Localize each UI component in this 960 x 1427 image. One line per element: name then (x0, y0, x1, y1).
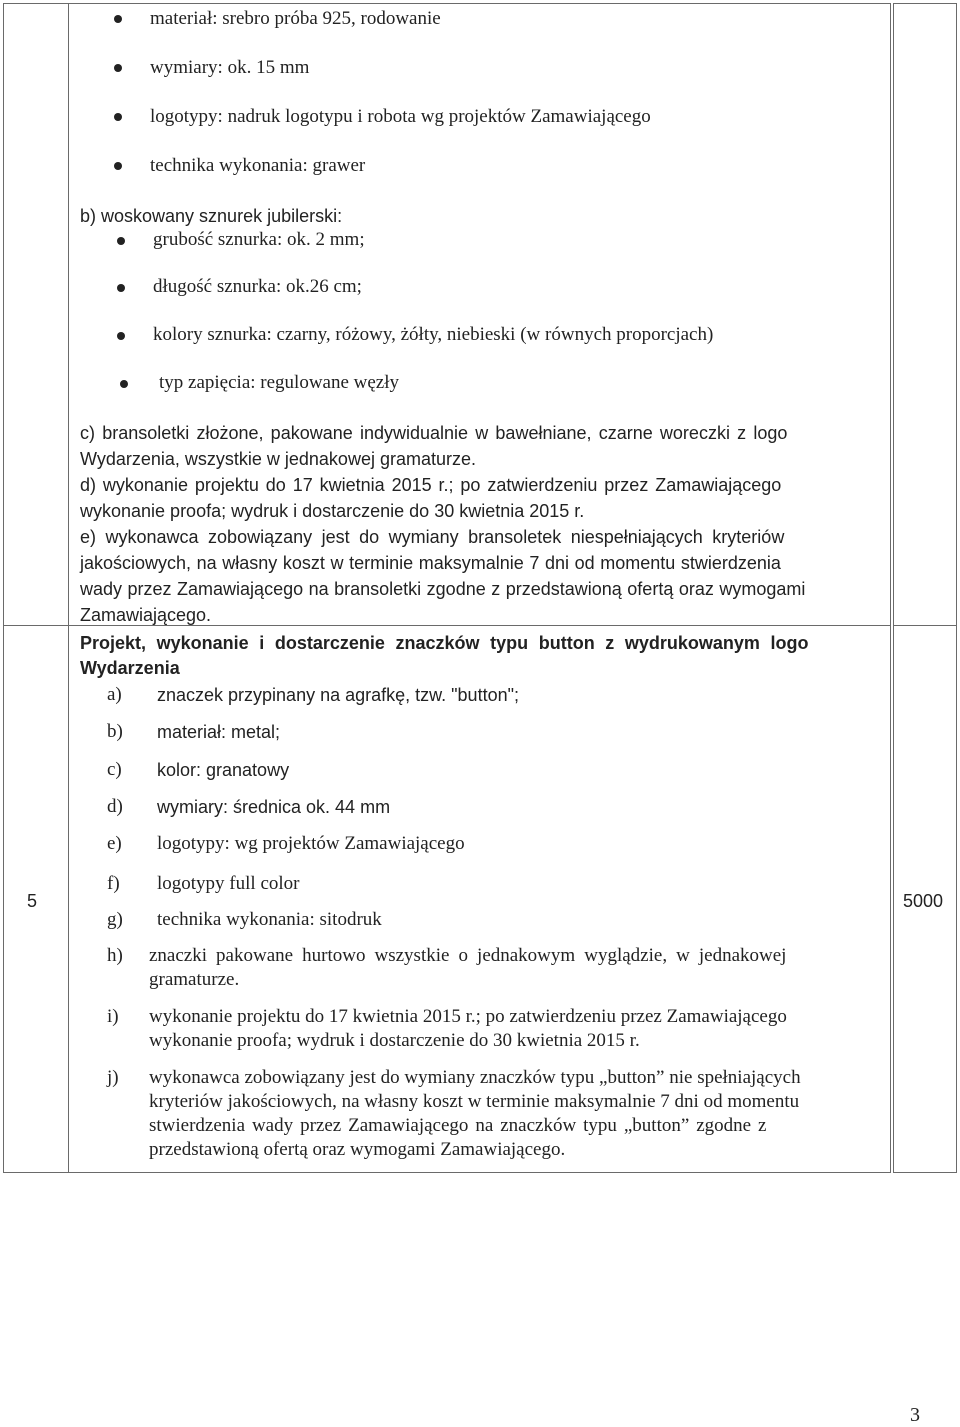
bullet-text: materiał: srebro próba 925, rodowanie (150, 8, 441, 29)
paragraph-d-line: d) wykonanie projektu do 17 kwietnia 2015 r.; po zatwierdzeniu przez Zamawiającego (80, 475, 782, 495)
item-text: stwierdzenia wady przez Zamawiającego na znaczków typu „button” zgodne z (149, 1115, 767, 1136)
bullet-icon (114, 113, 122, 121)
bullet-icon (114, 64, 122, 72)
item-label: g) (107, 909, 123, 930)
item-text: gramaturze. (149, 969, 240, 990)
item-text: znaczki pakowane hurtowo wszystkie o jednakowym wyglądzie, w jednakowej (149, 945, 787, 966)
item-text: przedstawioną ofertą oraz wymogami Zamawiającego. (149, 1139, 566, 1160)
quantity-row-divider (893, 625, 957, 626)
item-text: wykonanie proofa; wydruk i dostarczenie do 30 kwietnia 2015 r. (149, 1030, 640, 1051)
item-text: wykonawca zobowiązany jest do wymiany znaczków typu „button” nie spełniających (149, 1067, 801, 1088)
item-text: materiał: metal; (157, 722, 281, 742)
item-label: e) (107, 833, 122, 854)
table-divider-number (68, 3, 69, 1173)
table-divider-description (890, 3, 891, 1173)
bullet-icon (114, 162, 122, 170)
bullet-icon (117, 284, 125, 292)
item-text: wymiary: średnica ok. 44 mm (157, 797, 391, 817)
item-label: c) (107, 759, 122, 780)
item-text: wykonanie projektu do 17 kwietnia 2015 r.; po zatwierdzeniu przez Zamawiającego (149, 1006, 787, 1027)
item-text: logotypy: wg projektów Zamawiającego (157, 833, 465, 854)
bullet-icon (117, 237, 125, 245)
cord-heading: b) woskowany sznurek jubilerski: (80, 206, 343, 226)
quantity-column (893, 3, 957, 1173)
cord-bullet-text: grubość sznurka: ok. 2 mm; (153, 229, 365, 250)
item-text: logotypy full color (157, 873, 300, 894)
cord-bullet-text: typ zapięcia: regulowane węzły (159, 372, 400, 393)
bullet-text: logotypy: nadruk logotypu i robota wg projektów Zamawiającego (150, 106, 651, 127)
table-border-left (3, 3, 4, 1173)
cord-bullet-text: długość sznurka: ok.26 cm; (153, 276, 362, 297)
table-border-top (3, 3, 891, 4)
bullet-text: wymiary: ok. 15 mm (150, 57, 310, 78)
table-border-bottom (3, 1172, 891, 1173)
item-label: i) (107, 1006, 119, 1027)
bullet-icon (120, 380, 128, 388)
item-label: h) (107, 945, 123, 966)
bullet-icon (117, 332, 125, 340)
item-label: a) (107, 684, 122, 705)
paragraph-e-line: Zamawiającego. (80, 605, 212, 625)
item-label: b) (107, 721, 123, 742)
paragraph-c-line: Wydarzenia, wszystkie w jednakowej gramaturze. (80, 449, 476, 469)
paragraph-c-line: c) bransoletki złożone, pakowane indywidualnie w bawełniane, czarne woreczki z logo (80, 423, 788, 443)
item-label: d) (107, 796, 123, 817)
row-number: 5 (27, 891, 38, 911)
item-label: j) (107, 1067, 119, 1088)
paragraph-e-line: e) wykonawca zobowiązany jest do wymiany bransoletek niespełniających kryteriów (80, 527, 785, 547)
item-text: znaczek przypinany na agrafkę, tzw. "button"; (157, 685, 519, 705)
item-label: f) (107, 873, 120, 894)
bullet-text: technika wykonania: grawer (150, 155, 366, 176)
row-title: Projekt, wykonanie i dostarczenie znaczków typu button z wydrukowanym logo (80, 633, 809, 653)
paragraph-e-line: jakościowych, na własny koszt w terminie maksymalnie 7 dni od momentu stwierdzenia (80, 553, 781, 573)
page-number: 3 (910, 1404, 920, 1426)
item-text: kryteriów jakościowych, na własny koszt w terminie maksymalnie 7 dni od momentu (149, 1091, 800, 1112)
item-text: kolor: granatowy (157, 760, 290, 780)
paragraph-e-line: wady przez Zamawiającego na bransoletki zgodne z przedstawioną ofertą oraz wymogami (80, 579, 806, 599)
item-text: technika wykonania: sitodruk (157, 909, 382, 930)
paragraph-d-line: wykonanie proofa; wydruk i dostarczenie do 30 kwietnia 2015 r. (80, 501, 585, 521)
row-title: Wydarzenia (80, 658, 180, 678)
bullet-icon (114, 15, 122, 23)
row-quantity: 5000 (903, 891, 944, 911)
cord-bullet-text: kolory sznurka: czarny, różowy, żółty, niebieski (w równych proporcjach) (153, 324, 714, 345)
